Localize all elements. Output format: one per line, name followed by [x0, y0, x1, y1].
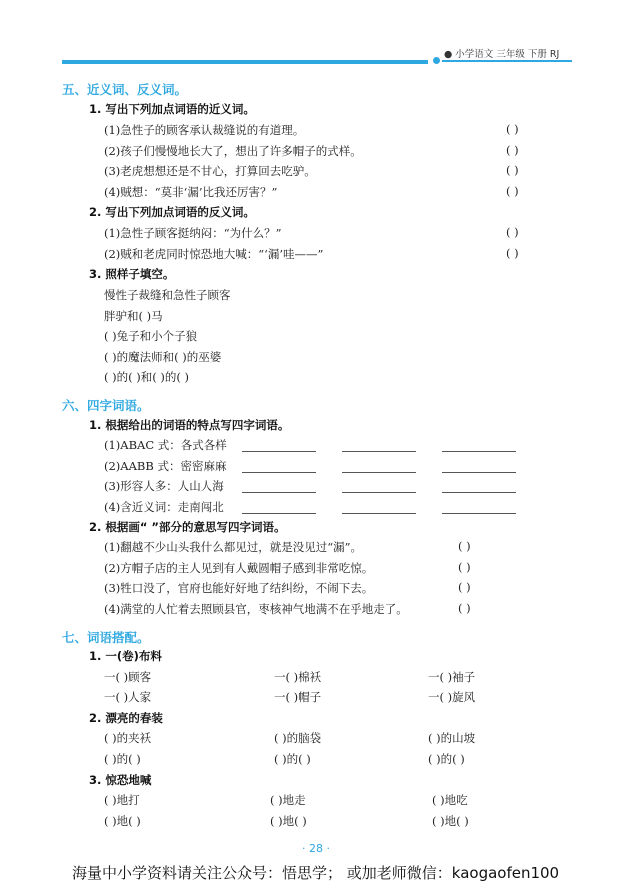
- s5-question-1: 1. 写出下列加点词语的近义词。: [89, 102, 255, 116]
- s6-q1-item-1: (1)ABAC 式：各式各样: [104, 438, 227, 452]
- s5-q1-item-4: (4)贼想：“莫非‘漏’比我还厉害？”: [104, 185, 278, 199]
- s7-q2-cell[interactable]: ( )的( ): [428, 752, 465, 766]
- footer-notice: 海量中小学资料请关注公众号：悟思学； 或加老师微信：kaogaofen100: [72, 864, 560, 882]
- answer-blank[interactable]: [442, 513, 516, 514]
- s5-q3-line-1[interactable]: 胖驴和( )马: [104, 309, 163, 323]
- answer-blank[interactable]: [442, 472, 516, 473]
- s5-question-2: 2. 写出下列加点词语的反义词。: [89, 205, 255, 219]
- s7-q1-cell[interactable]: 一( )旋风: [428, 690, 476, 704]
- s7-q1-cell[interactable]: 一( )人家: [104, 690, 152, 704]
- s6-q2-item-4: (4)满堂的人忙着去照顾县官，枣核神气地满不在乎地走了。: [104, 602, 408, 616]
- answer-blank[interactable]: [342, 492, 416, 493]
- header-rule-right: [442, 60, 572, 62]
- answer-blank[interactable]: [442, 451, 516, 452]
- s7-q3-cell[interactable]: ( )地( ): [270, 814, 307, 828]
- s7-q3-cell[interactable]: ( )地打: [104, 793, 140, 807]
- answer-blank[interactable]: [242, 513, 316, 514]
- s5-q3-line-3[interactable]: ( )的魔法师和( )的巫婆: [104, 350, 222, 364]
- section-6-title: 六、四字词语。: [62, 398, 150, 413]
- header-dot-icon: [433, 57, 440, 64]
- page-number: · 28 ·: [302, 842, 330, 855]
- s5-q2-item-2: (2)贼和老虎同时惊恐地大喊：“‘漏’哇——”: [104, 247, 324, 261]
- s6-q1-item-2: (2)AABB 式：密密麻麻: [104, 459, 227, 473]
- answer-blank[interactable]: [342, 513, 416, 514]
- s7-q2-cell[interactable]: ( )的( ): [104, 752, 141, 766]
- s5-q1-item-1: (1)急性子的顾客承认裁缝说的有道理。: [104, 123, 305, 137]
- answer-paren[interactable]: ( ): [458, 580, 471, 594]
- answer-paren[interactable]: ( ): [458, 601, 471, 615]
- s7-q2-cell[interactable]: ( )的( ): [274, 752, 311, 766]
- header-rule: [62, 60, 428, 64]
- s7-q1-cell[interactable]: 一( )袖子: [428, 670, 476, 684]
- answer-blank[interactable]: [242, 451, 316, 452]
- s5-q3-example: 慢性子裁缝和急性子顾客: [104, 288, 231, 302]
- answer-paren[interactable]: ( ): [506, 163, 519, 177]
- s7-q1-cell[interactable]: 一( )棉袄: [274, 670, 322, 684]
- s7-q3-cell[interactable]: ( )地( ): [432, 814, 469, 828]
- answer-paren[interactable]: ( ): [506, 246, 519, 260]
- s6-q2-item-2: (2)方帽子店的主人见到有人戴圆帽子感到非常吃惊。: [104, 561, 374, 575]
- s7-q1-cell[interactable]: 一( )顾客: [104, 670, 152, 684]
- answer-paren[interactable]: ( ): [506, 184, 519, 198]
- answer-paren[interactable]: ( ): [506, 143, 519, 157]
- header-label: ● 小学语文 三年级 下册 RJ: [444, 49, 560, 60]
- s6-q2-item-1: (1)翻越不少山头我什么都见过，就是没见过“漏”。: [104, 540, 363, 554]
- s7-q3-cell[interactable]: ( )地走: [270, 793, 306, 807]
- s5-q3-line-2[interactable]: ( )兔子和小个子狼: [104, 329, 198, 343]
- answer-paren[interactable]: ( ): [458, 560, 471, 574]
- answer-paren[interactable]: ( ): [506, 225, 519, 239]
- s6-q1-item-3: (3)形容人多：人山人海: [104, 479, 224, 493]
- section-7-title: 七、词语搭配。: [62, 630, 150, 645]
- s7-question-1: 1. 一(卷)布料: [89, 649, 162, 663]
- answer-blank[interactable]: [242, 492, 316, 493]
- answer-paren[interactable]: ( ): [458, 539, 471, 553]
- s7-question-2: 2. 漂亮的春装: [89, 711, 163, 725]
- answer-blank[interactable]: [442, 492, 516, 493]
- answer-paren[interactable]: ( ): [506, 122, 519, 136]
- answer-blank[interactable]: [342, 451, 416, 452]
- s7-q3-cell[interactable]: ( )地吃: [432, 793, 468, 807]
- s5-q3-line-4[interactable]: ( )的( )和( )的( ): [104, 370, 190, 384]
- s5-q1-item-2: (2)孩子们慢慢地长大了，想出了许多帽子的式样。: [104, 144, 362, 158]
- answer-blank[interactable]: [242, 472, 316, 473]
- s7-q1-cell[interactable]: 一( )帽子: [274, 690, 322, 704]
- s5-q2-item-1: (1)急性子顾客挺纳闷：“为什么？”: [104, 226, 282, 240]
- s5-question-3: 3. 照样子填空。: [89, 267, 175, 281]
- section-5-title: 五、近义词、反义词。: [62, 82, 188, 97]
- answer-blank[interactable]: [342, 472, 416, 473]
- s6-question-1: 1. 根据给出的词语的特点写四字词语。: [89, 418, 290, 432]
- s7-q3-cell[interactable]: ( )地( ): [104, 814, 141, 828]
- s6-q2-item-3: (3)牲口没了，官府也能好好地了结纠纷，不闹下去。: [104, 581, 374, 595]
- s5-q1-item-3: (3)老虎想想还是不甘心，打算回去吃驴。: [104, 164, 316, 178]
- s7-question-3: 3. 惊恐地喊: [89, 773, 152, 787]
- s6-question-2: 2. 根据画“ ”部分的意思写四字词语。: [89, 520, 286, 534]
- s7-q2-cell[interactable]: ( )的山坡: [428, 731, 476, 745]
- s7-q2-cell[interactable]: ( )的夹袄: [104, 731, 152, 745]
- s7-q2-cell[interactable]: ( )的脑袋: [274, 731, 322, 745]
- s6-q1-item-4: (4)含近义词：走南闯北: [104, 500, 224, 514]
